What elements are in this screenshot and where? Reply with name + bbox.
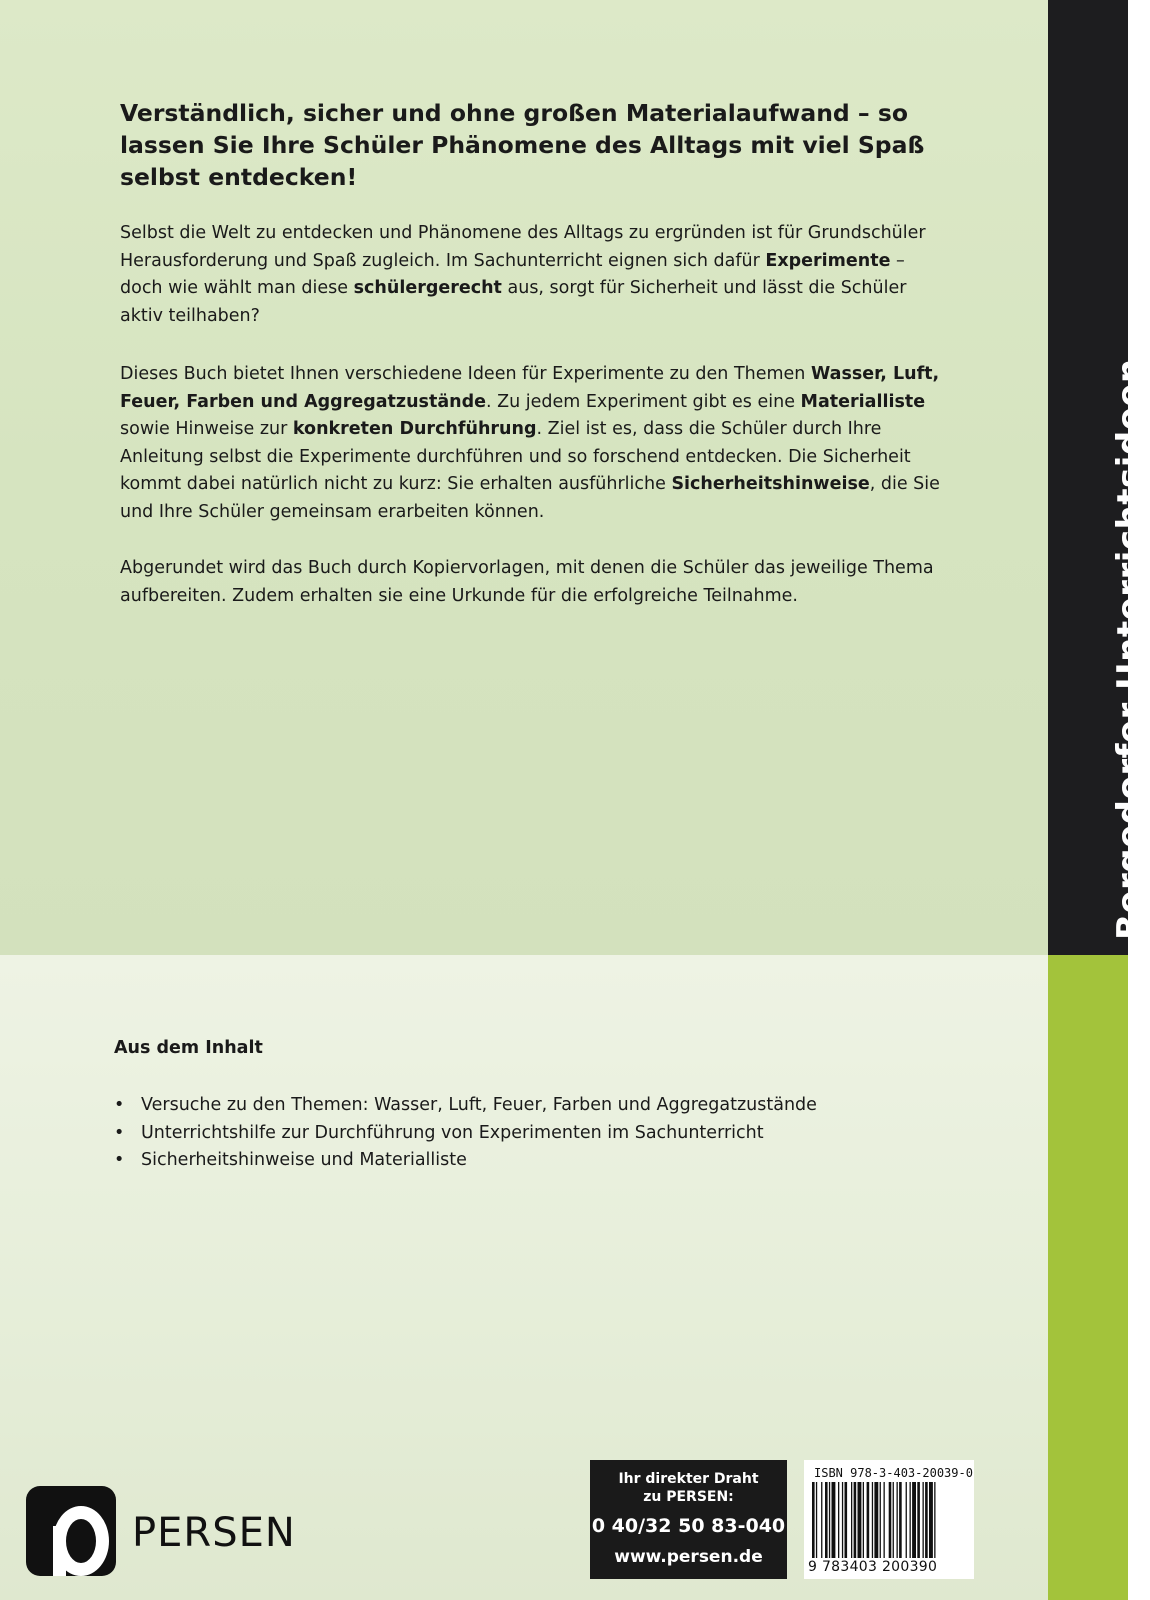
barcode-bar [858, 1482, 862, 1558]
contact-phone: 0 40/32 50 83-040 [591, 1515, 786, 1537]
barcode-bar [897, 1482, 898, 1558]
contents-heading: Aus dem Inhalt [114, 1038, 263, 1058]
barcode-bar [917, 1482, 920, 1558]
barcode-bar [929, 1482, 933, 1558]
barcode-bar [851, 1482, 852, 1558]
barcode-bar [812, 1482, 815, 1558]
description-paragraph-1 [120, 220, 950, 330]
barcode-bar [816, 1482, 817, 1558]
barcode-bar [934, 1482, 935, 1558]
barcode-bar [880, 1482, 881, 1558]
text: . Ziel ist es, dass die Schüler durch Ihre Anleitung selbst die Experimente durchführen und so forschend entdecken. Die Sicherheit kommt dabei natürlich nicht zu kurz: Sie erhalten ausführliche [120, 419, 911, 494]
contents-list [114, 1092, 817, 1175]
barcode-digits: 9 783403 200390 [808, 1559, 938, 1575]
barcode-bar [893, 1482, 894, 1558]
barcode-bar [842, 1482, 843, 1558]
list-item: • Sicherheitshinweise und Materialliste [114, 1147, 817, 1175]
barcode-icon [812, 1482, 966, 1558]
publisher-name: PERSEN [132, 1510, 296, 1556]
description-paragraph-3: Abgerundet wird das Buch durch Kopiervorlagen, mit denen die Schüler das jeweilige Thema aufbereiten. Zudem erhalten sie eine Urkunde für die erfolgreiche Teilnahme. [120, 558, 934, 606]
barcode-bar [829, 1482, 830, 1558]
list-item: • Unterrichtshilfe zur Durchführung von Experimenten im Sachunterricht [114, 1120, 817, 1148]
barcode-bar [821, 1482, 822, 1558]
publisher-logo-icon [26, 1486, 116, 1576]
contact-box [590, 1460, 787, 1579]
barcode-bar [863, 1482, 864, 1558]
text: sowie Hinweise zur [120, 419, 293, 439]
barcode-bar [832, 1482, 836, 1558]
contact-label: Ihr direkter Draht [618, 1471, 759, 1487]
spine-green [1048, 955, 1128, 1600]
barcode-bar [906, 1482, 907, 1558]
emphasis: konkreten Durchführung [292, 419, 537, 439]
barcode-bar [874, 1482, 878, 1558]
contact-website: www.persen.de [614, 1547, 763, 1567]
isbn-label: ISBN 978-3-403-20039-0 [814, 1466, 973, 1480]
barcode-bar [925, 1482, 928, 1558]
text: – doch wie wählt man diese [120, 250, 905, 298]
text: Dieses Buch bietet Ihnen verschiedene Ideen für Experimente zu den Themen [120, 364, 811, 384]
text: Selbst die Welt zu entdecken und Phänomene des Alltags zu ergründen ist für Grundschüler Herausforderung und Spaß zugleich. Im Sachunterricht eignen sich dafür [120, 223, 926, 271]
list-item: • Versuche zu den Themen: Wasser, Luft, Feuer, Farben und Aggregatzustände [114, 1092, 817, 1120]
barcode-bar [825, 1482, 828, 1558]
barcode-bar [884, 1482, 885, 1558]
barcode-bar [838, 1482, 839, 1558]
contact-label: zu PERSEN: [643, 1489, 734, 1505]
barcode-bar [845, 1482, 848, 1558]
headline: Verständlich, sicher und ohne großen Materialaufwand – so lassen Sie Ihre Schüler Phänomene des Alltags mit viel Spaß selbst entdecken! [120, 99, 925, 191]
emphasis: Materialliste [800, 391, 926, 412]
barcode-bar [912, 1482, 916, 1558]
logo-stem [53, 1526, 66, 1576]
barcode-box [804, 1460, 974, 1579]
text: aus, sorgt für Sicherheit und lässt die Schüler aktiv teilhaben? [120, 278, 907, 326]
barcode-bar [854, 1482, 857, 1558]
emphasis: Experimente [765, 250, 891, 271]
barcode-bar [867, 1482, 870, 1558]
series-title: Bergedorfer Unterrichtsideen [1110, 358, 1150, 940]
barcode-bar [923, 1482, 924, 1558]
emphasis: schülergerecht [353, 278, 502, 298]
description-paragraph-2 [120, 361, 950, 526]
text: . Zu jedem Experiment gibt es eine [485, 391, 801, 412]
barcode-bar [872, 1482, 873, 1558]
barcode-bar [910, 1482, 911, 1558]
emphasis: Sicherheitshinweise [671, 474, 870, 494]
barcode-bar [899, 1482, 902, 1558]
barcode-bar [889, 1482, 892, 1558]
emphasis: Wasser, Luft, Feuer, Farben und Aggregatzustände [120, 364, 940, 412]
text: , die Sie und Ihre Schüler gemeinsam erarbeiten können. [120, 474, 940, 522]
